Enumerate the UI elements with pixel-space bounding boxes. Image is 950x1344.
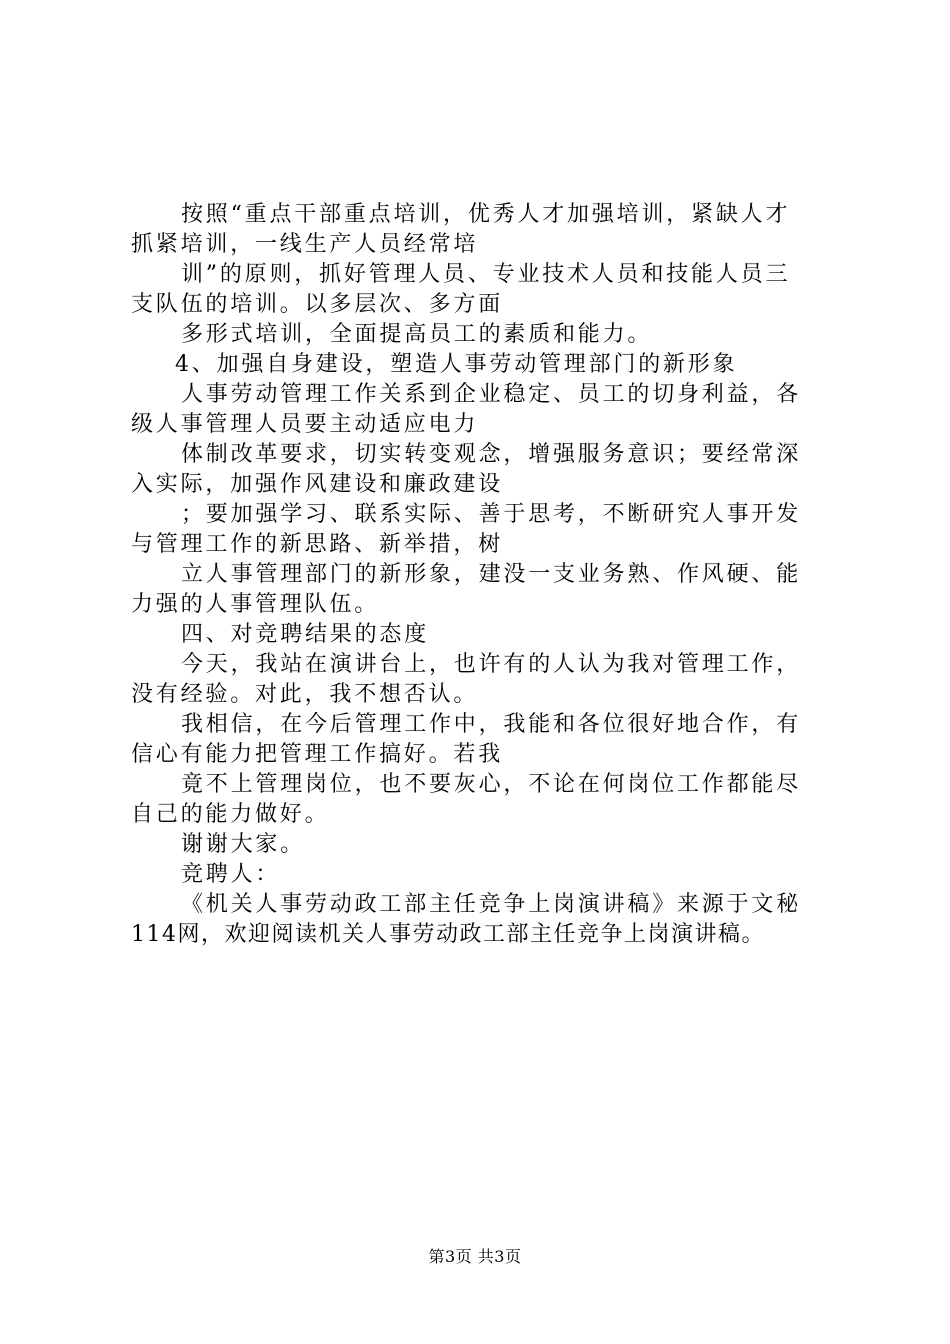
page-number-footer: 第3页 共3页	[428, 1247, 522, 1266]
paragraph-line: 竟不上管理岗位，也不要灰心，不论在何岗位工作都能尽	[181, 772, 802, 797]
paragraph-line: 体制改革要求，切实转变观念，增强服务意识；要经常深	[181, 442, 802, 467]
paragraph-line: 自己的能力做好。	[131, 802, 330, 827]
paragraph-line: 与管理工作的新思路、新举措，树	[131, 532, 504, 557]
paragraph-line: 多形式培训，全面提高员工的素质和能力。	[181, 322, 653, 347]
paragraph-line: 力强的人事管理队伍。	[131, 592, 380, 617]
paragraph-line: ；要加强学习、联系实际、善于思考，不断研究人事开发	[181, 502, 802, 527]
paragraph-line: 谢谢大家。	[181, 832, 306, 857]
paragraph-line: 人事劳动管理工作关系到企业稳定、员工的切身利益，各	[181, 382, 802, 407]
paragraph-line: 抓紧培训，一线生产人员经常培	[131, 232, 479, 257]
source-note-line: 《机关人事劳动政工部主任竞争上岗演讲稿》来源于文秘	[181, 892, 802, 917]
paragraph-line: 没有经验。对此，我不想否认。	[131, 682, 479, 707]
paragraph-line: 入实际，加强作风建设和廉政建设	[131, 472, 504, 497]
paragraph-line: 立人事管理部门的新形象，建没一支业务熟、作风硬、能	[181, 562, 802, 587]
paragraph-line: 今天，我站在演讲台上，也许有的人认为我对管理工作，	[181, 652, 802, 677]
paragraph-line: 级人事管理人员要主动适应电力	[131, 412, 479, 437]
source-note-line: 114网，欢迎阅读机关人事劳动政工部主任竞争上岗演讲稿。	[131, 922, 765, 947]
section-heading: 4、加强自身建设，塑造人事劳动管理部门的新形象	[175, 352, 738, 377]
paragraph-line: 信心有能力把管理工作搞好。若我	[131, 742, 504, 767]
paragraph-line: 我相信，在今后管理工作中，我能和各位很好地合作，有	[181, 712, 802, 737]
paragraph-line: 竞聘人：	[181, 862, 281, 887]
paragraph-line: 按照“重点干部重点培训，优秀人才加强培训，紧缺人才	[181, 202, 791, 227]
paragraph-line: 支队伍的培训。以多层次、多方面	[131, 292, 504, 317]
document-body	[131, 200, 831, 950]
paragraph-line: 训”的原则，抓好管理人员、专业技术人员和技能人员三	[181, 262, 791, 287]
section-heading: 四、对竞聘结果的态度	[181, 622, 430, 647]
